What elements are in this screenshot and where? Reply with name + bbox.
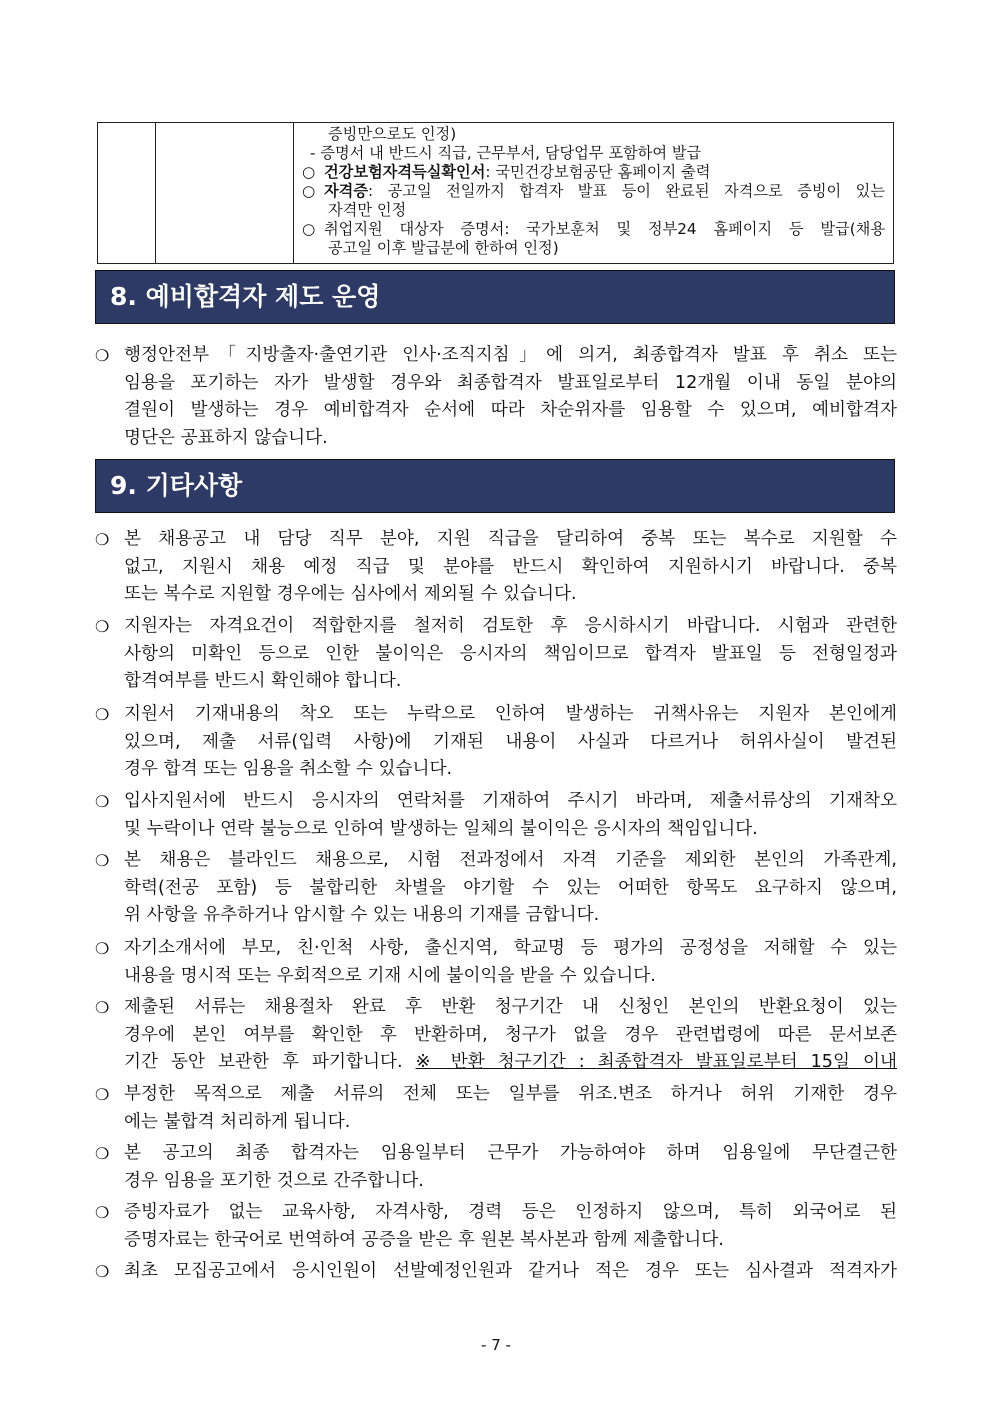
circle-bullet-icon: ❍ bbox=[95, 998, 110, 1017]
para-line: 지원서 기재내용의 착오 또는 누락으로 인하여 발생하는 귀책사유는 지원자 본인에게 bbox=[124, 704, 897, 724]
circle-bullet-icon: ❍ bbox=[95, 1144, 110, 1163]
section-9-item bbox=[95, 788, 897, 843]
section-9-item bbox=[95, 935, 897, 990]
para-line: 내용을 명시적 또는 우회적으로 기재 시에 불이익을 받을 수 있습니다. bbox=[124, 965, 656, 986]
qualification-docs-table bbox=[97, 122, 894, 264]
return-period-note: ※ 반환 청구기간 : 최종합격자 발표일로부터 15일 이내 bbox=[415, 1052, 897, 1072]
circle-bullet-icon: ❍ bbox=[95, 1085, 110, 1104]
table-line: 증빙만으로도 인정) bbox=[328, 125, 457, 143]
section-9-item bbox=[95, 1199, 897, 1254]
table-line: 자격만 인정 bbox=[328, 201, 407, 219]
section-9-item bbox=[95, 1258, 897, 1286]
circle-bullet-icon: ❍ bbox=[95, 705, 110, 724]
para-line: 지원자는 자격요건이 적합한지를 철저히 검토한 후 응시하시기 바랍니다. 시험과 관련한 bbox=[124, 616, 897, 636]
circle-bullet-icon: ❍ bbox=[95, 1203, 110, 1222]
para-line: 없고, 지원시 채용 예정 직급 및 분야를 반드시 확인하여 지원하시기 바랍니다. 중복 bbox=[124, 556, 897, 577]
page-number: - 7 - bbox=[481, 1336, 511, 1354]
para-line: 본 채용공고 내 담당 직무 분야, 지원 직급을 달리하여 중복 또는 복수로 지원할 수 bbox=[124, 529, 897, 549]
para-line: 위 사항을 유추하거나 암시할 수 있는 내용의 기재를 금합니다. bbox=[124, 905, 600, 925]
para-line: 경우 임용을 포기한 것으로 간주합니다. bbox=[124, 1170, 424, 1191]
para-line: 증명자료는 한국어로 번역하여 공증을 받은 후 원본 복사본과 함께 제출합니다. bbox=[124, 1229, 724, 1250]
circle-bullet-icon: ❍ bbox=[95, 851, 110, 870]
para-line: 명단은 공표하지 않습니다. bbox=[124, 427, 328, 448]
table-line bbox=[302, 220, 885, 239]
circle-bullet-icon: ○ bbox=[302, 182, 316, 200]
para-line: 증빙자료가 없는 교육사항, 자격사항, 경력 등은 인정하지 않으며, 특히 외국어로 된 bbox=[124, 1202, 897, 1222]
table-cell-empty-2 bbox=[156, 123, 294, 264]
circle-bullet-icon: ❍ bbox=[95, 617, 110, 636]
table-cell-docs bbox=[294, 123, 894, 264]
section-9-header: 9. 기타사항 bbox=[95, 459, 895, 513]
para-line: 에는 불합격 처리하게 됩니다. bbox=[124, 1111, 351, 1132]
table-line-rest: : 공고일 전일까지 합격자 발표 등이 완료된 자격으로 증빙이 있는 bbox=[368, 182, 885, 200]
table-line bbox=[302, 163, 885, 182]
circle-bullet-icon: ❍ bbox=[95, 792, 110, 811]
table-line-rest: : 국민건강보험공단 홈페이지 출력 bbox=[485, 163, 711, 181]
para-line: 제출된 서류는 채용절차 완료 후 반환 청구기간 내 신청인 본인의 반환요청이 있는 bbox=[124, 997, 897, 1017]
section-9-item bbox=[95, 1081, 897, 1136]
table-line bbox=[302, 182, 885, 201]
circle-bullet-icon: ❍ bbox=[95, 1262, 110, 1281]
para-line: 행정안전부「지방출자·출연기관 인사·조직지침」에 의거, 최종합격자 발표 후 취소 또는 bbox=[124, 345, 897, 365]
section-9-item bbox=[95, 1140, 897, 1195]
para-line: 합격여부를 반드시 확인해야 합니다. bbox=[124, 671, 402, 691]
para-line: 본 공고의 최종 합격자는 임용일부터 근무가 가능하여야 하며 임용일에 무단결근한 bbox=[124, 1143, 897, 1163]
para-line: 사항의 미확인 등으로 인한 불이익은 응시자의 책임이므로 합격자 발표일 등 전형일정과 bbox=[124, 643, 897, 664]
table-line-bold: 자격증 bbox=[324, 182, 369, 200]
section-9-item bbox=[95, 526, 897, 609]
para-line: 본 채용은 블라인드 채용으로, 시험 전과정에서 자격 기준을 제외한 본인의 가족관계, bbox=[124, 850, 897, 870]
table-cell-empty-1 bbox=[98, 123, 156, 264]
para-line: 부정한 목적으로 제출 서류의 전체 또는 일부를 위조.변조 하거나 허위 기재한 경우 bbox=[124, 1084, 897, 1104]
para-line: 최초 모집공고에서 응시인원이 선발예정인원과 같거나 적은 경우 또는 심사결과 적격자가 bbox=[124, 1261, 897, 1281]
para-line: 및 누락이나 연락 불능으로 인하여 발생하는 일체의 불이익은 응시자의 책임입니다. bbox=[124, 818, 758, 839]
table-line-bold: 건강보험자격득실확인서 bbox=[324, 163, 486, 181]
para-line-text: 기간 동안 보관한 후 파기합니다. bbox=[124, 1052, 403, 1072]
para-line: 임용을 포기하는 자가 발생할 경우와 최종합격자 발표일로부터 12개월 이내 동일 분야의 bbox=[124, 372, 897, 393]
circle-bullet-icon: ❍ bbox=[95, 939, 110, 958]
para-line: 있으며, 제출 서류(입력 사항)에 기재된 내용이 사실과 다르거나 허위사실이 발견된 bbox=[124, 731, 897, 752]
table-line: - 증명서 내 반드시 직급, 근무부서, 담당업무 포함하여 발급 bbox=[310, 144, 702, 162]
para-line: 입사지원서에 반드시 응시자의 연락처를 기재하여 주시기 바라며, 제출서류상의 기재착오 bbox=[124, 791, 897, 811]
circle-bullet-icon: ○ bbox=[302, 220, 316, 238]
para-line: 자기소개서에 부모, 친·인척 사항, 출신지역, 학교명 등 평가의 공정성을 저해할 수 있는 bbox=[124, 938, 897, 958]
para-line: 또는 복수로 지원할 경우에는 심사에서 제외될 수 있습니다. bbox=[124, 584, 577, 604]
circle-bullet-icon: ❍ bbox=[95, 346, 110, 365]
section-9-item bbox=[95, 994, 897, 1077]
para-line: 학력(전공 포함) 등 불합리한 차별을 야기할 수 있는 어떠한 항목도 요구하지 않으며, bbox=[124, 877, 897, 898]
circle-bullet-icon: ○ bbox=[302, 163, 316, 181]
section-9-item bbox=[95, 701, 897, 784]
para-line bbox=[124, 1049, 897, 1077]
table-line: 공고일 이후 발급분에 한하여 인정) bbox=[328, 239, 559, 257]
section-8-paragraph bbox=[95, 342, 897, 452]
table-line-text: 취업지원 대상자 증명서: 국가보훈처 및 정부24 홈페이지 등 발급(채용 bbox=[324, 220, 885, 238]
section-9-item bbox=[95, 613, 897, 696]
para-line: 경우에 본인 여부를 확인한 후 반환하며, 청구가 없을 경우 관련법령에 따른 문서보존 bbox=[124, 1024, 897, 1045]
section-9-item bbox=[95, 847, 897, 930]
circle-bullet-icon: ❍ bbox=[95, 530, 110, 549]
para-line: 결원이 발생하는 경우 예비합격자 순서에 따라 차순위자를 임용할 수 있으며, 예비합격자 bbox=[124, 400, 897, 420]
para-line: 경우 합격 또는 임용을 취소할 수 있습니다. bbox=[124, 759, 453, 779]
section-8-header: 8. 예비합격자 제도 운영 bbox=[95, 270, 895, 324]
